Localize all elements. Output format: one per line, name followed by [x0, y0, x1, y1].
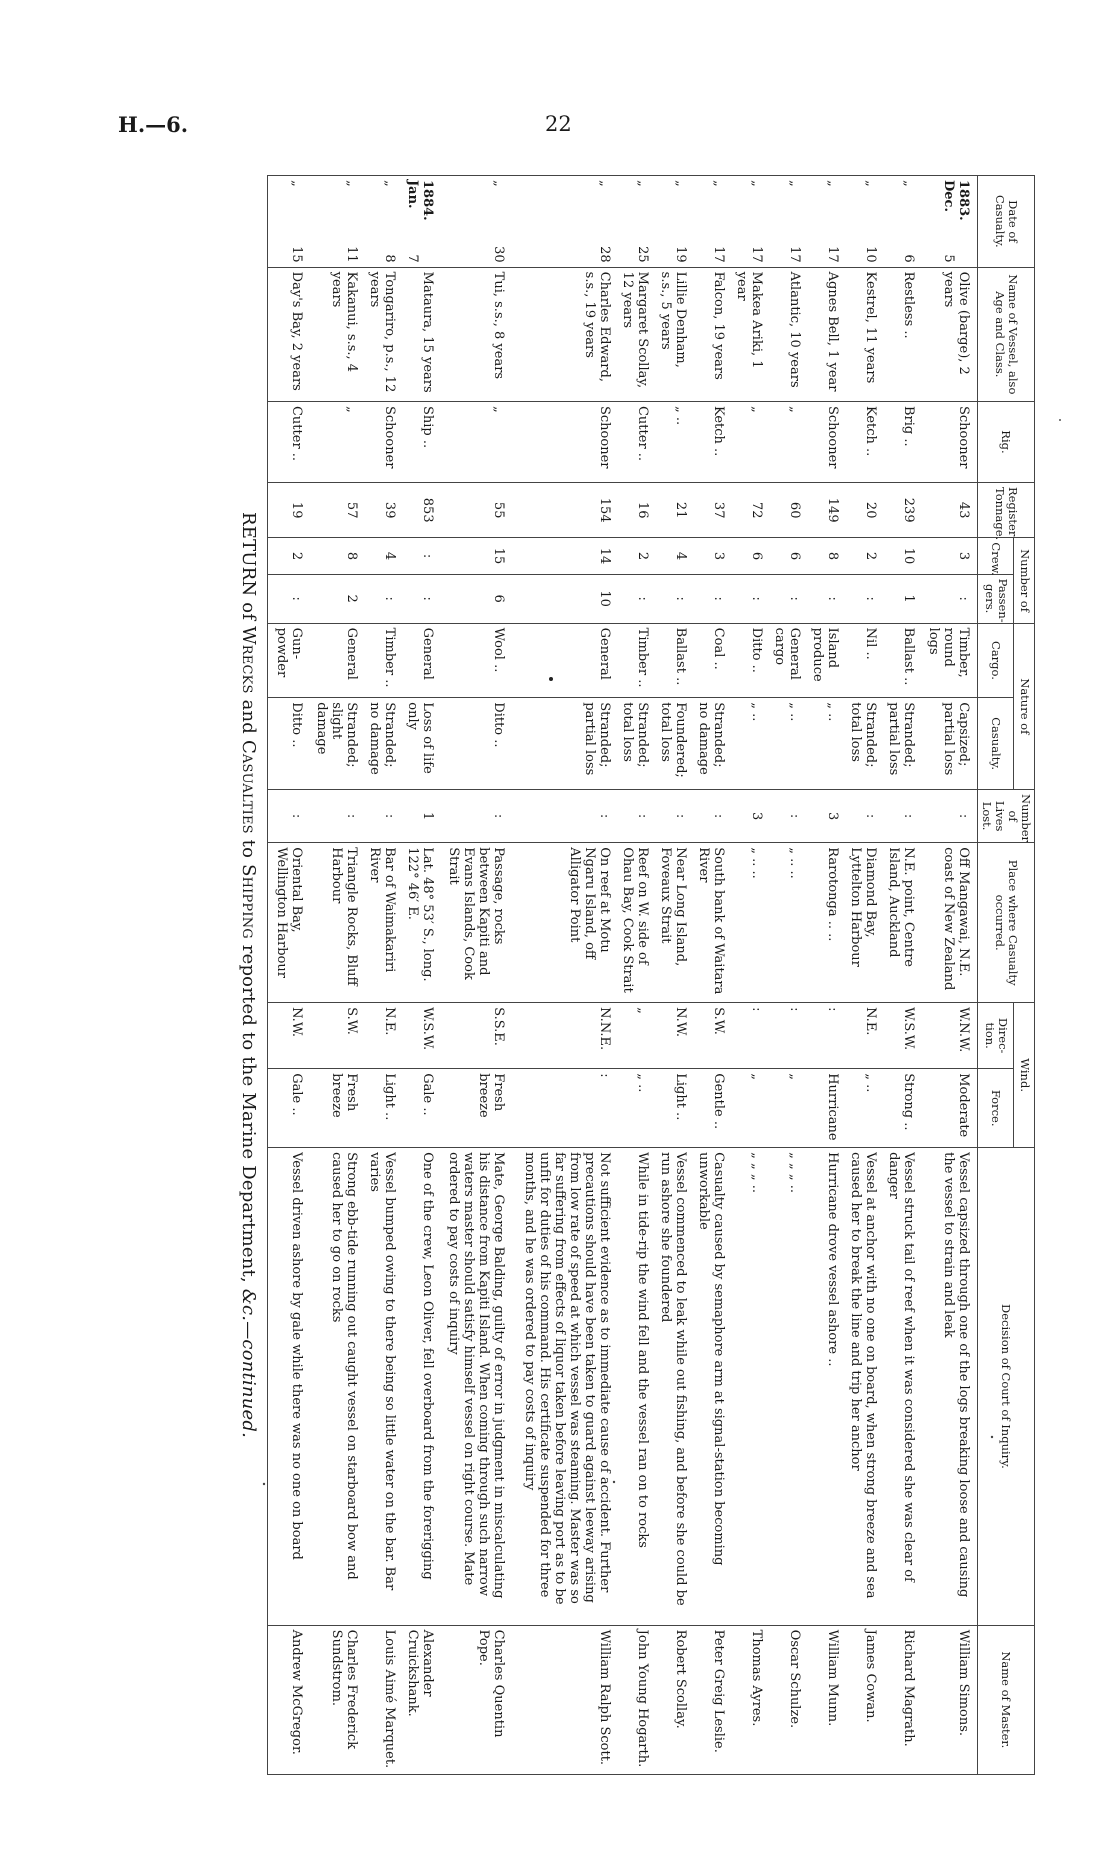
- cargo-cell: General: [306, 623, 361, 698]
- rig-cell: Schooner: [804, 401, 842, 482]
- master-cell: Oscar Schulze.: [766, 1625, 804, 1774]
- date-cell: [804, 176, 842, 268]
- rig-cell: Ketch ..: [842, 401, 880, 482]
- lives-lost-cell: 3: [728, 789, 766, 842]
- table-row: [652, 176, 690, 1775]
- wind-direction-cell: W.S.W.: [399, 1003, 437, 1069]
- place-cell: On reef at Motu Ngaru Island, off Alligator Point: [508, 843, 613, 1003]
- wind-direction-cell: „: [614, 1003, 652, 1069]
- day-label: 28: [596, 246, 612, 263]
- cargo-cell: Nil ..: [842, 623, 880, 698]
- table-row: [690, 176, 728, 1775]
- rig-cell: Cutter ..: [614, 401, 652, 482]
- cargo-cell: General cargo: [766, 623, 804, 698]
- tonnage-cell: 72: [728, 482, 766, 537]
- date-cell: [361, 176, 399, 268]
- rig-cell: „: [728, 401, 766, 482]
- decision-cell: Vessel commenced to leak while out fishing, and before she could be run ashore she foundered: [652, 1148, 690, 1626]
- place-cell: „ .. ..: [728, 843, 766, 1003]
- table-row: [361, 176, 399, 1775]
- casualty-cell: Stranded; partial loss: [508, 698, 613, 790]
- vessel-cell: Atlantic, 10 years: [766, 267, 804, 401]
- wind-force-cell: „ ..: [614, 1069, 652, 1148]
- decision-cell: One of the crew, Leon Oliver, fell overboard from the forerigging: [399, 1148, 437, 1626]
- month-label: „: [900, 180, 916, 187]
- casualty-cell: Stranded; total loss: [614, 698, 652, 790]
- cargo-cell: Timber, round logs: [918, 623, 978, 698]
- header-cargo: Cargo.: [978, 623, 1014, 698]
- header-passengers: Passen-gers.: [978, 574, 1014, 623]
- date-cell: [842, 176, 880, 268]
- place-cell: Bar of Waimakariri River: [361, 843, 399, 1003]
- decision-cell: Strong ebb-tide running out caught vessel on starboard bow and caused her to go on rocks: [306, 1148, 361, 1626]
- casualty-cell: Stranded; partial loss: [880, 698, 918, 790]
- header-nature-of: Nature of: [1014, 623, 1035, 789]
- day-label: 17: [824, 246, 840, 263]
- wind-direction-cell: S.W.: [690, 1003, 728, 1069]
- tonnage-cell: 57: [306, 482, 361, 537]
- vessel-cell: Mataura, 15 years: [399, 267, 437, 401]
- title-to: to: [238, 833, 259, 865]
- passengers-cell: :: [652, 574, 690, 623]
- header-crew: Crew.: [978, 538, 1014, 574]
- header-lives-lost: Number of Lives Lost.: [978, 789, 1035, 842]
- month-label: „: [343, 180, 359, 187]
- date-cell: [880, 176, 918, 268]
- wind-direction-cell: N.W.: [268, 1003, 307, 1069]
- master-cell: Peter Greig Leslie.: [690, 1625, 728, 1774]
- month-label: Jan.: [404, 180, 420, 209]
- casualty-cell: Ditto ..: [268, 698, 307, 790]
- wind-force-cell: Gale ..: [268, 1069, 307, 1148]
- wind-force-cell: Fresh breeze: [306, 1069, 361, 1148]
- table-body: [268, 176, 978, 1775]
- day-label: 25: [634, 246, 650, 263]
- place-cell: Passage, rocks between Kapiti and Evans Islands, Cook Strait: [437, 843, 509, 1003]
- passengers-cell: :: [842, 574, 880, 623]
- cargo-cell: Coal ..: [690, 623, 728, 698]
- cargo-cell: General: [399, 623, 437, 698]
- cargo-cell: Ballast ..: [880, 623, 918, 698]
- day-label: 5: [941, 254, 956, 263]
- decision-cell: Mate, George Balding, guilty of error in judgment in miscalculating his distance from Kapiti Island. When coming through such narrow waters master should satisfy himself vessel on right course. Mate ordered to pay costs of inquiry: [437, 1148, 509, 1626]
- rig-cell: Schooner: [918, 401, 978, 482]
- wind-force-cell: Moderate: [918, 1069, 978, 1148]
- title-tail: reported to the Marine Department,: [238, 938, 259, 1289]
- tonnage-cell: 21: [652, 482, 690, 537]
- wind-direction-cell: :: [766, 1003, 804, 1069]
- header-vessel: Name of Vessel, also Age and Class.: [978, 267, 1035, 401]
- header-place: Place where Casualty occurred.: [978, 843, 1035, 1003]
- rig-cell: „ ..: [652, 401, 690, 482]
- place-cell: N.E. point, Centre Island, Auckland: [880, 843, 918, 1003]
- decision-cell: While in tide-rip the wind fell and the vessel ran on to rocks: [614, 1148, 652, 1626]
- passengers-cell: :: [804, 574, 842, 623]
- rotated-return-table: [175, 175, 1035, 1775]
- wind-force-cell: Strong ..: [880, 1069, 918, 1148]
- table-row: [804, 176, 842, 1775]
- place-cell: Reef on W. side of Ohau Bay, Cook Strait: [614, 843, 652, 1003]
- date-cell: [728, 176, 766, 268]
- place-cell: Diamond Bay, Lyttelton Harbour: [842, 843, 880, 1003]
- place-cell: „ .. ..: [766, 843, 804, 1003]
- day-label: 6: [900, 254, 916, 263]
- vessel-cell: Lillie Denham, s.s., 5 years: [652, 267, 690, 401]
- year-label: 1884.: [419, 180, 435, 221]
- decision-cell: Hurricane drove vessel ashore ..: [804, 1148, 842, 1626]
- passengers-cell: 1: [880, 574, 918, 623]
- rig-cell: Brig ..: [880, 401, 918, 482]
- lives-lost-cell: :: [306, 789, 361, 842]
- lives-lost-cell: :: [652, 789, 690, 842]
- lives-lost-cell: :: [690, 789, 728, 842]
- table-row: [918, 176, 978, 1775]
- rig-cell: Schooner: [508, 401, 613, 482]
- vessel-cell: Margaret Scollay, 12 years: [614, 267, 652, 401]
- crew-cell: 3: [918, 538, 978, 574]
- month-label: „: [824, 180, 840, 187]
- rig-cell: Ketch ..: [690, 401, 728, 482]
- vessel-cell: Restless ..: [880, 267, 918, 401]
- master-cell: Richard Magrath.: [880, 1625, 918, 1774]
- vessel-cell: Tui, s.s., 8 years: [437, 267, 509, 401]
- wind-direction-cell: N.N.E.: [508, 1003, 613, 1069]
- header-master: Name of Master.: [978, 1625, 1035, 1774]
- vessel-cell: Falcon, 19 years: [690, 267, 728, 401]
- crew-cell: 15: [437, 538, 509, 574]
- vessel-cell: Kakanui, s.s., 4 years: [306, 267, 361, 401]
- passengers-cell: :: [399, 574, 437, 623]
- table-row: [437, 176, 509, 1775]
- cargo-cell: Wool ..: [437, 623, 509, 698]
- table-row: [842, 176, 880, 1775]
- vessel-cell: Tongariro, p.s., 12 years: [361, 267, 399, 401]
- title-shipping: Shipping: [238, 864, 259, 939]
- cargo-cell: Timber ..: [361, 623, 399, 698]
- month-label: „: [786, 180, 802, 187]
- lives-lost-cell: 3: [804, 789, 842, 842]
- tonnage-cell: 20: [842, 482, 880, 537]
- month-label: „: [672, 180, 688, 187]
- vessel-cell: Day's Bay, 2 years: [268, 267, 307, 401]
- tonnage-cell: 60: [766, 482, 804, 537]
- wind-force-cell: „: [766, 1069, 804, 1148]
- table-row: [614, 176, 652, 1775]
- casualty-cell: Stranded; total loss: [842, 698, 880, 790]
- day-label: 11: [343, 246, 359, 263]
- table-row: [880, 176, 918, 1775]
- date-cell: [766, 176, 804, 268]
- tonnage-cell: 37: [690, 482, 728, 537]
- day-label: 8: [381, 254, 397, 263]
- crew-cell: :: [399, 538, 437, 574]
- lives-lost-cell: 1: [399, 789, 437, 842]
- cargo-cell: General: [508, 623, 613, 698]
- year-label: 1883.: [956, 180, 971, 221]
- tonnage-cell: 19: [268, 482, 307, 537]
- title-wrecks: Wrecks: [238, 626, 259, 694]
- month-label: „: [596, 180, 612, 187]
- cargo-cell: Timber ..: [614, 623, 652, 698]
- crew-cell: 2: [614, 538, 652, 574]
- header-wind-force: Force.: [978, 1069, 1014, 1148]
- month-label: „: [381, 180, 397, 187]
- page-reference: H.—6.: [118, 112, 189, 137]
- lives-lost-cell: :: [766, 789, 804, 842]
- return-title: [238, 175, 259, 1775]
- lives-lost-cell: :: [614, 789, 652, 842]
- cargo-cell: Gun-powder: [268, 623, 307, 698]
- title-continued: &c.—continued.: [238, 1288, 259, 1439]
- crew-cell: 3: [690, 538, 728, 574]
- tonnage-cell: 55: [437, 482, 509, 537]
- crew-cell: 4: [361, 538, 399, 574]
- master-cell: Charles Frederick Sundstrom.: [306, 1625, 361, 1774]
- decision-cell: „ „ „ ..: [766, 1148, 804, 1626]
- casualty-cell: Loss of life only: [399, 698, 437, 790]
- casualty-cell: Stranded; slight damage: [306, 698, 361, 790]
- lives-lost-cell: :: [880, 789, 918, 842]
- header-casualty: Casualty.: [978, 698, 1014, 790]
- passengers-cell: 2: [306, 574, 361, 623]
- header-wind-direction: Direc-tion.: [978, 1003, 1014, 1069]
- wind-force-cell: Light ..: [652, 1069, 690, 1148]
- passengers-cell: :: [728, 574, 766, 623]
- casualty-cell: Foundered; total loss: [652, 698, 690, 790]
- place-cell: South bank of Waitara River: [690, 843, 728, 1003]
- day-label: 17: [786, 246, 802, 263]
- lives-lost-cell: :: [268, 789, 307, 842]
- place-cell: Off Mangawai, N.E. coast of New Zealand: [918, 843, 978, 1003]
- crew-cell: 6: [766, 538, 804, 574]
- master-cell: Thomas Ayres.: [728, 1625, 766, 1774]
- table-row: [728, 176, 766, 1775]
- decision-cell: „ „ „ ..: [728, 1148, 766, 1626]
- month-label: „: [710, 180, 726, 187]
- master-cell: Charles Quentin Pope.: [437, 1625, 509, 1774]
- tonnage-cell: 16: [614, 482, 652, 537]
- wind-direction-cell: S.W.: [306, 1003, 361, 1069]
- tonnage-cell: 39: [361, 482, 399, 537]
- place-cell: Lat. 48° 53′ S., long. 122° 46′ E.: [399, 843, 437, 1003]
- wind-force-cell: :: [508, 1069, 613, 1148]
- wind-direction-cell: N.E.: [361, 1003, 399, 1069]
- wind-direction-cell: :: [804, 1003, 842, 1069]
- rig-cell: „: [766, 401, 804, 482]
- table-row: [508, 176, 613, 1775]
- tonnage-cell: 43: [918, 482, 978, 537]
- day-label: 17: [710, 246, 726, 263]
- vessel-cell: Agnes Bell, 1 year: [804, 267, 842, 401]
- place-cell: Rarotonga .. ..: [804, 843, 842, 1003]
- month-label: „: [634, 180, 650, 187]
- master-cell: Louis Aimé Marquet.: [361, 1625, 399, 1774]
- wind-direction-cell: W.S.W.: [880, 1003, 918, 1069]
- day-label: 7: [404, 254, 420, 263]
- month-label: Dec.: [941, 180, 956, 212]
- passengers-cell: 10: [508, 574, 613, 623]
- passengers-cell: :: [268, 574, 307, 623]
- vessel-cell: Charles Edward, s.s., 19 years: [508, 267, 613, 401]
- passengers-cell: 6: [437, 574, 509, 623]
- month-label: „: [748, 180, 764, 187]
- master-cell: John Young Hogarth.: [614, 1625, 652, 1774]
- wind-force-cell: „: [728, 1069, 766, 1148]
- passengers-cell: :: [361, 574, 399, 623]
- table-row: [306, 176, 361, 1775]
- decision-cell: Casualty caused by semaphore arm at signal-station becoming unworkable: [690, 1148, 728, 1626]
- cargo-cell: Ballast ..: [652, 623, 690, 698]
- rig-cell: Cutter ..: [268, 401, 307, 482]
- master-cell: Robert Scollay.: [652, 1625, 690, 1774]
- date-cell: [652, 176, 690, 268]
- header-date: Date of Casualty.: [978, 176, 1035, 268]
- tonnage-cell: 853: [399, 482, 437, 537]
- wind-direction-cell: W.N.W.: [918, 1003, 978, 1069]
- rig-cell: Ship ..: [399, 401, 437, 482]
- passengers-cell: :: [614, 574, 652, 623]
- wind-force-cell: Light ..: [361, 1069, 399, 1148]
- vessel-cell: Kestrel, 11 years: [842, 267, 880, 401]
- casualty-cell: „ ..: [804, 698, 842, 790]
- place-cell: Oriental Bay, Wellington Harbour: [268, 843, 307, 1003]
- date-cell: [614, 176, 652, 268]
- decision-cell: Vessel struck tail of reef when it was considered she was clear of danger: [880, 1148, 918, 1626]
- wind-force-cell: „ ..: [842, 1069, 880, 1148]
- crew-cell: 2: [842, 538, 880, 574]
- month-label: „: [289, 180, 305, 187]
- casualty-cell: Stranded; no damage: [690, 698, 728, 790]
- day-label: 19: [672, 246, 688, 263]
- passengers-cell: :: [766, 574, 804, 623]
- cargo-cell: Ditto ..: [728, 623, 766, 698]
- casualty-cell: Stranded; no damage: [361, 698, 399, 790]
- crew-cell: 8: [306, 538, 361, 574]
- master-cell: James Cowan.: [842, 1625, 880, 1774]
- place-cell: Near Long Island, Foveaux Strait: [652, 843, 690, 1003]
- page-number: 22: [545, 112, 572, 136]
- month-label: „: [862, 180, 878, 187]
- table-row: [268, 176, 307, 1775]
- decision-cell: Vessel at anchor with no one on board, when strong breeze and sea caused her to break the line and trip her anchor: [842, 1148, 880, 1626]
- place-cell: Triangle Rocks, Bluff Harbour: [306, 843, 361, 1003]
- master-cell: Andrew McGregor.: [268, 1625, 307, 1774]
- rig-cell: „: [306, 401, 361, 482]
- crew-cell: 10: [880, 538, 918, 574]
- header-tonnage: Register Tonnage.: [978, 482, 1035, 537]
- title-casualties: Casualties: [238, 739, 259, 834]
- day-label: 30: [491, 246, 507, 263]
- day-label: 15: [289, 246, 305, 263]
- day-label: 10: [862, 246, 878, 263]
- lives-lost-cell: :: [361, 789, 399, 842]
- wind-direction-cell: N.W.: [652, 1003, 690, 1069]
- date-cell: [690, 176, 728, 268]
- wind-force-cell: Hurricane: [804, 1069, 842, 1148]
- wind-force-cell: Gale ..: [399, 1069, 437, 1148]
- title-and: and: [238, 693, 259, 740]
- crew-cell: 14: [508, 538, 613, 574]
- header-decision: Decision of Court of Inquiry.: [978, 1148, 1035, 1626]
- casualty-cell: Capsized; partial loss: [918, 698, 978, 790]
- wind-direction-cell: :: [728, 1003, 766, 1069]
- date-cell: [918, 176, 978, 268]
- passengers-cell: :: [690, 574, 728, 623]
- month-label: „: [491, 180, 507, 187]
- lives-lost-cell: :: [437, 789, 509, 842]
- header-row-1: [1014, 176, 1035, 1775]
- date-cell: [508, 176, 613, 268]
- vessel-cell: Olive (barge), 2 years: [918, 267, 978, 401]
- decision-cell: Not sufficient evidence as to immediate cause of accident. Further precautions should have been taken to guard against leeway arising from low rate of speed at which vessel was steaming. Master was so far suffering from effects of liquor taken before leaving port as to be unfit for duties of his command. His certificate suspended for three months, and he was ordered to pay costs of inquiry: [508, 1148, 613, 1626]
- date-cell: [437, 176, 509, 268]
- crew-cell: 2: [268, 538, 307, 574]
- table-row: [399, 176, 437, 1775]
- decision-cell: Vessel capsized through one of the logs breaking loose and causing the vessel to strain and leak: [918, 1148, 978, 1626]
- lives-lost-cell: :: [918, 789, 978, 842]
- lives-lost-cell: :: [508, 789, 613, 842]
- header-rig: Rig.: [978, 401, 1035, 482]
- cargo-cell: Island produce: [804, 623, 842, 698]
- date-cell: [268, 176, 307, 268]
- rig-cell: Schooner: [361, 401, 399, 482]
- lives-lost-cell: :: [842, 789, 880, 842]
- tonnage-cell: 149: [804, 482, 842, 537]
- tonnage-cell: 239: [880, 482, 918, 537]
- master-cell: William Munn.: [804, 1625, 842, 1774]
- crew-cell: 4: [652, 538, 690, 574]
- casualty-cell: „ ..: [728, 698, 766, 790]
- title-main: RETURN of: [238, 511, 259, 627]
- rig-cell: „: [437, 401, 509, 482]
- vessel-cell: Makea Ariki, 1 year: [728, 267, 766, 401]
- casualty-cell: „ ..: [766, 698, 804, 790]
- ink-speck: [1059, 419, 1061, 421]
- wrecks-table: [267, 175, 1035, 1775]
- header-wind: Wind.: [1014, 1003, 1035, 1148]
- crew-cell: 8: [804, 538, 842, 574]
- wind-force-cell: Fresh breeze: [437, 1069, 509, 1148]
- date-cell: [306, 176, 361, 268]
- crew-cell: 6: [728, 538, 766, 574]
- wind-force-cell: Gentle ..: [690, 1069, 728, 1148]
- master-cell: Alexander Cruickshank.: [399, 1625, 437, 1774]
- passengers-cell: :: [918, 574, 978, 623]
- master-cell: William Ralph Scott.: [508, 1625, 613, 1774]
- decision-cell: Vessel bumped owing to there being so little water on the bar. Bar varies: [361, 1148, 399, 1626]
- table-row: [766, 176, 804, 1775]
- decision-cell: Vessel driven ashore by gale while there was no one on board: [268, 1148, 307, 1626]
- day-label: 17: [748, 246, 764, 263]
- wind-direction-cell: S.S.E.: [437, 1003, 509, 1069]
- tonnage-cell: 154: [508, 482, 613, 537]
- wind-direction-cell: N.E.: [842, 1003, 880, 1069]
- casualty-cell: Ditto ..: [437, 698, 509, 790]
- date-cell: [399, 176, 437, 268]
- master-cell: William Simons.: [918, 1625, 978, 1774]
- header-number-of: Number of: [1014, 538, 1035, 623]
